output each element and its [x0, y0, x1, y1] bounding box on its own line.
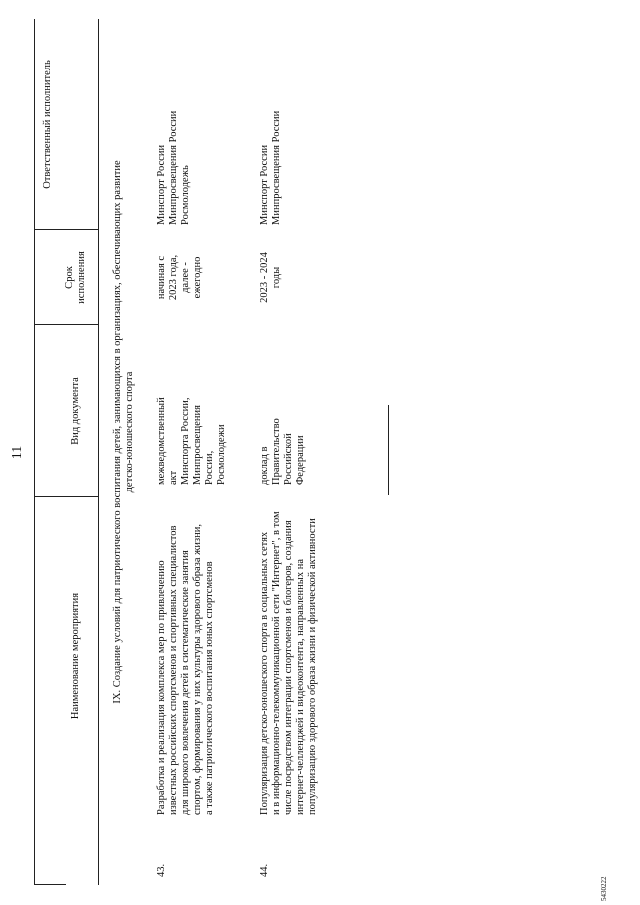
col-divider-left [34, 884, 66, 885]
header-name: Наименование мероприятия [70, 592, 81, 720]
header-deadline: Срок исполнения [64, 251, 87, 304]
section-title: IX. Создание условий для патриотического воспитания детей, занимающихся в организациях, обеспечивающих развитие детско-юношеского спорта [112, 160, 135, 704]
row-44-deadline: 2023 - 2024 годы [259, 252, 282, 303]
header-bottom-rule [98, 19, 99, 885]
row-44-doc-type: доклад в Правительство Российской Федерации [259, 418, 306, 485]
row-44-name: Популяризация детско-юношеского спорта в социальных сетях и в информационно-телекоммуникационной сети "Интернет", в том числе посредством интеграции спортсменов и блогеров, создания интернет-челленджей и видеоконтента, направленных на популяризацию здорового образа жизни и физической активности [259, 511, 318, 815]
end-separator [388, 405, 389, 495]
row-44-executor: Минспорт России Минпросвещения России [259, 110, 282, 225]
header-executor: Ответственный исполнитель [42, 60, 53, 189]
row-43-executor: Минспорт России Минпросвещения России Росмолодежь [156, 110, 191, 225]
row-43-doc-type: межведомственный акт Минспорта России, Минпросвещения России, Росмолодежи [156, 397, 227, 485]
document-code: 5430222 [600, 876, 608, 901]
row-43-name: Разработка и реализация комплекса мер по привлечению известных российских спортсменов и спортивных специалистов для широкого вовлечения детей в систематические занятия спортом, формирования у них культуры здорового образа жизни, а также патриотического воспитания юных спортсменов [156, 523, 215, 815]
page-number: 11 [10, 445, 25, 460]
header-doc-type: Вид документа [70, 377, 81, 445]
col-divider-name-doctype [34, 496, 98, 497]
row-43-deadline: начиная с 2023 года, далее - ежегодно [156, 254, 203, 301]
row-44-number: 44. [259, 863, 270, 877]
table-top-rule [34, 19, 35, 885]
row-43-number: 43. [156, 863, 167, 877]
